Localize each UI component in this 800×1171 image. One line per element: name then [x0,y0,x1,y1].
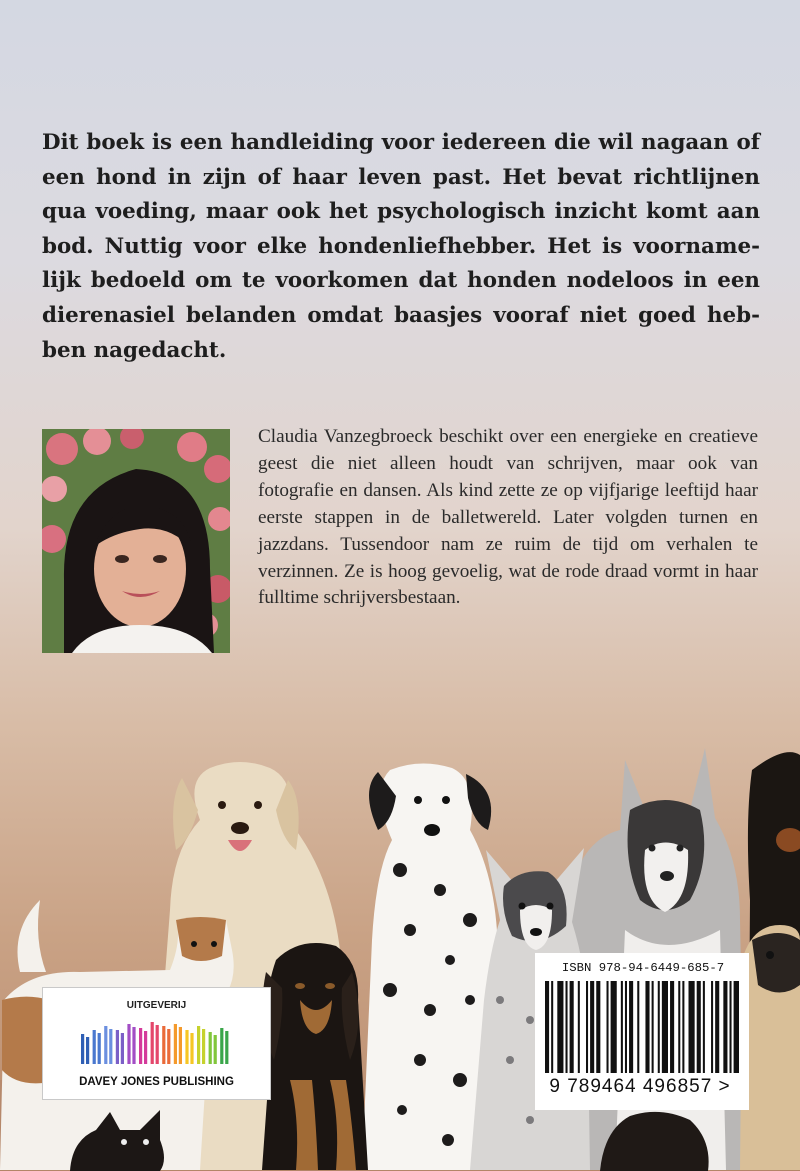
publisher-logo-bar [225,1031,228,1064]
author-photo [42,429,230,653]
publisher-logo-bar [214,1035,217,1064]
barcode-bar [715,981,719,1073]
publisher-label: UITGEVERIJ [126,1000,187,1011]
barcode-bar [621,981,623,1073]
publisher-logo-bar [185,1030,188,1064]
barcode-bar [625,981,627,1073]
barcode-bar [645,981,649,1073]
barcode-bar [682,981,684,1073]
publisher-logo-bar [144,1031,147,1064]
author-bio: Claudia Vanzegbroeck beschikt over een energieke en creatieve geest die niet alleen houdt van schrijven, maar ook van fotografie en dansen. Als kind zette ze op vijfjarige leeftijd haar eerste stappen in de balletwereld. Later volgden turnen en jazzdans. Tussendoor nam ze ruim de tijd om verhalen te verzinnen. Ze is hoog gevoelig, wat de rode draad vormt in haar fulltime schrijversbestaan. [258,426,758,609]
barcode-bar [557,981,563,1073]
barcode-bar [629,981,633,1073]
barcode-bar [670,981,674,1073]
publisher-logo-bar [93,1030,96,1064]
publisher-logo-bar [156,1025,159,1064]
barcode-bar [545,981,549,1073]
isbn-barcode-box [535,953,749,1110]
publisher-logo-bar [167,1029,170,1064]
barcode-bar [711,981,713,1073]
barcode-bar [637,981,639,1073]
barcode-bar [586,981,588,1073]
publisher-logo-bar [127,1024,130,1064]
publisher-logo-bar [121,1033,124,1064]
barcode-bar [578,981,580,1073]
publisher-logo-bar [116,1030,119,1064]
barcode-bar [566,981,568,1073]
barcode-bar [723,981,727,1073]
publisher-logo-bars-icon [81,1016,234,1066]
publisher-logo-bar [162,1026,165,1064]
barcode-bar [678,981,680,1073]
publisher-logo-bar [202,1029,205,1064]
publisher-logo-bar [174,1024,177,1064]
publisher-logo-bar [132,1027,135,1064]
barcode-digits: 9 789464 496857 > [549,1076,731,1097]
publisher-logo-bar [179,1027,182,1064]
publisher-logo-bar [81,1034,84,1064]
book-blurb: Dit boek is een handleiding voor iedereen die wil nagaan of een hond in zijn of haar leven past. Het bevat richtlijnen qua voeding, maar ook het psychologisch inzicht komt aan bod. Nuttig voor elke hondenliefhebber. Het is voornamelijk bedoeld om te voorkomen dat honden nodeloos in een dierenasiel belanden omdat baasjes vooraf niet goed hebben nagedacht. [42,130,760,363]
publisher-logo-bar [190,1033,193,1064]
barcode-bar [551,981,553,1073]
publisher-logo-bar [197,1026,200,1064]
publisher-logo-bar [98,1033,101,1064]
publisher-name: DAVEY JONES PUBLISHING [79,1076,234,1088]
barcode-bar [607,981,609,1073]
barcode-bar [662,981,668,1073]
publisher-logo-bar [220,1028,223,1064]
publisher-logo-bar [151,1022,154,1064]
barcode-bar [652,981,654,1073]
publisher-logo-bar [139,1028,142,1064]
barcode-bar [730,981,732,1073]
barcode-bar [658,981,660,1073]
publisher-logo-bar [109,1029,112,1064]
isbn-barcode-icon [545,981,739,1073]
barcode-bar [596,981,600,1073]
publisher-logo-bar [104,1026,107,1064]
barcode-bar [570,981,574,1073]
publisher-logo-bar [209,1032,212,1064]
isbn-label: ISBN 978-94-6449-685-7 [561,961,725,975]
barcode-bar [734,981,739,1073]
barcode-bar [611,981,617,1073]
barcode-bar [689,981,695,1073]
publisher-logo-box [42,987,271,1100]
barcode-bar [590,981,594,1073]
publisher-logo-bar [86,1037,89,1064]
barcode-bar [703,981,705,1073]
barcode-bar [697,981,701,1073]
